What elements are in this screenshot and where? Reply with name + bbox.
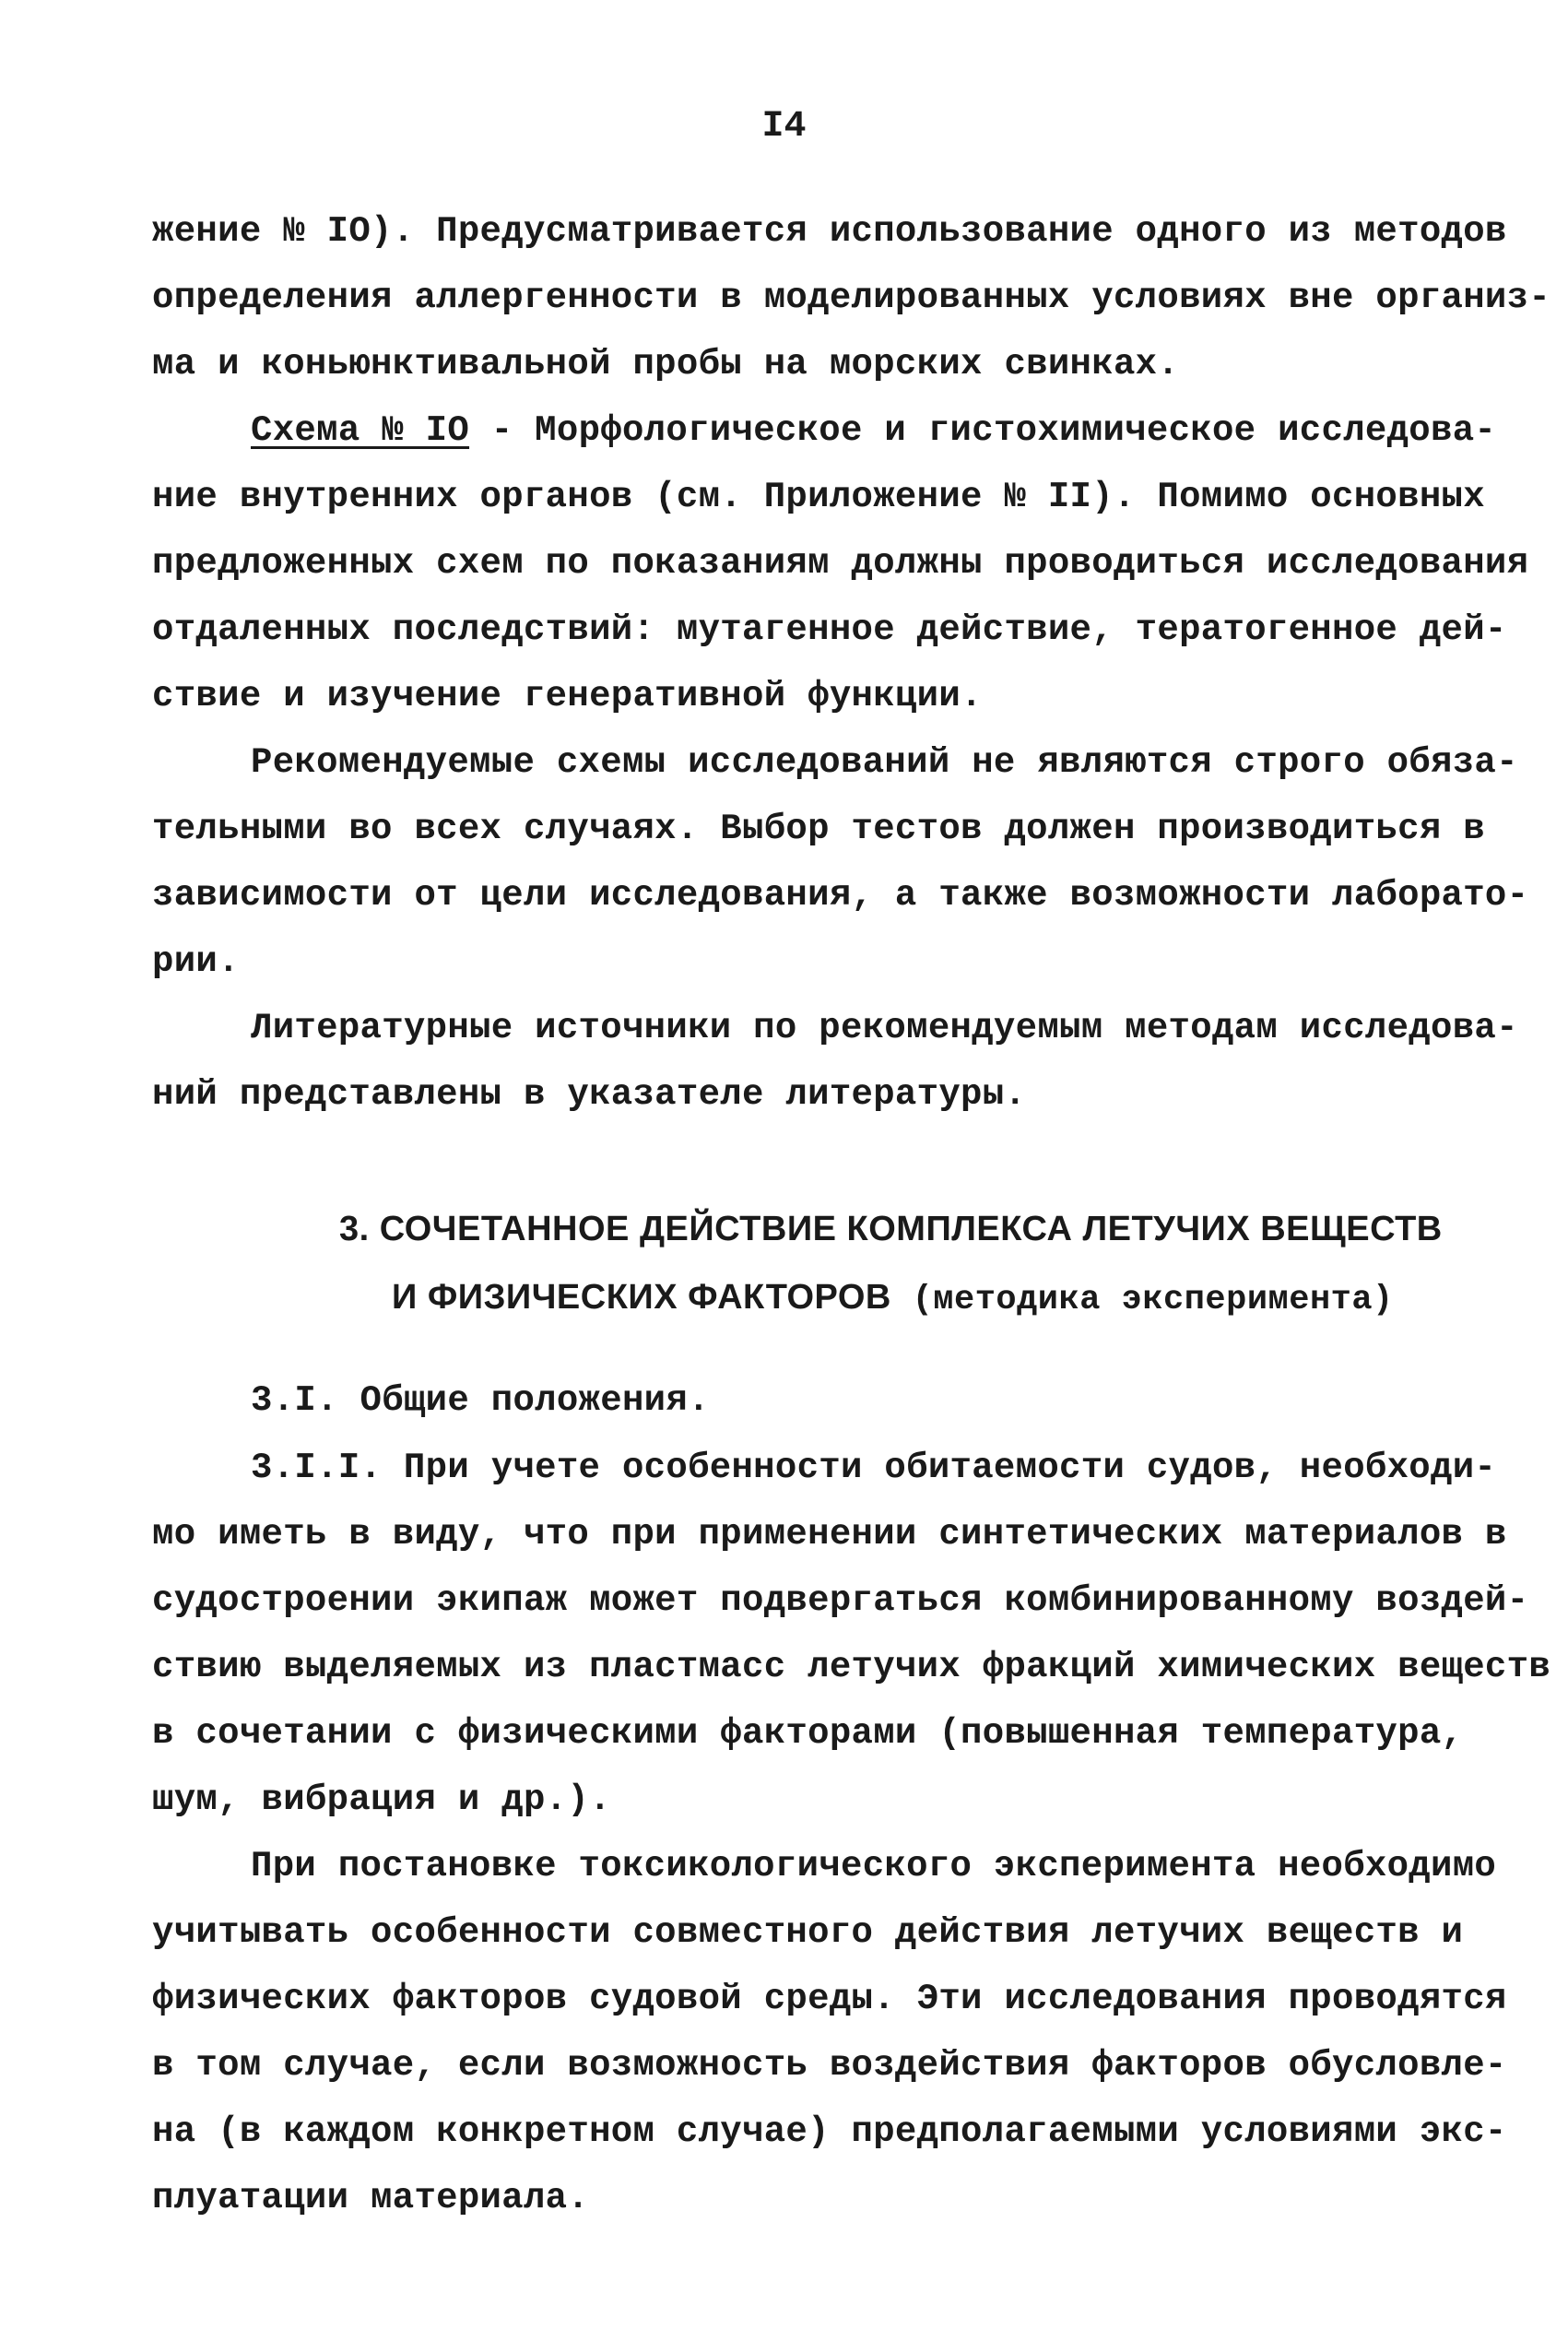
text-line: ствию выделяемых из пластмасс летучих фракций химических веществ: [152, 1647, 1551, 1687]
text-line: отдаленных последствий: мутагенное действие, тератогенное дей-: [152, 609, 1507, 650]
section-heading-line: 3. СОЧЕТАННОЕ ДЕЙСТВИЕ КОМПЛЕКСА ЛЕТУЧИХ ВЕЩЕСТВ: [339, 1210, 1443, 1248]
text-line: в сочетании с физическими факторами (повышенная температура,: [152, 1713, 1464, 1754]
text-line: в том случае, если возможность воздействия факторов обусловле-: [152, 2045, 1507, 2086]
section-heading-subtitle: (методика эксперимента): [890, 1281, 1394, 1319]
text-line: ма и коньюнктивальной пробы на морских свинках.: [152, 344, 1180, 384]
text-line: физических факторов судовой среды. Эти исследования проводятся: [152, 1979, 1507, 2019]
text-line: определения аллергенности в моделированных условиях вне организ-: [152, 278, 1551, 318]
text-line: 3.I.I. При учете особенности обитаемости судов, необходи-: [251, 1448, 1497, 1488]
text-line: зависимости от цели исследования, а также возможности лаборато-: [152, 875, 1529, 916]
text-line: Рекомендуемые схемы исследований не являются строго обяза-: [251, 742, 1518, 783]
text-line: судостроении экипаж может подвергаться комбинированному воздей-: [152, 1580, 1529, 1621]
text-line: ний представлены в указателе литературы.: [152, 1074, 1027, 1115]
text-line: на (в каждом конкретном случае) предполагаемыми условиями экс-: [152, 2111, 1507, 2152]
text-line: ние внутренних органов (см. Приложение № II). Помимо основных: [152, 477, 1485, 517]
section-heading-line: [392, 1280, 1394, 1318]
text-line: учитывать особенности совместного действия летучих веществ и: [152, 1912, 1464, 1953]
text-line: плуатации материала.: [152, 2178, 590, 2218]
scheme-description: - Морфологическое и гистохимическое исследова-: [469, 410, 1497, 451]
text-line: рии.: [152, 941, 240, 982]
text-line: [251, 410, 1497, 451]
text-line: жение № IO). Предусматривается использование одного из методов: [152, 211, 1507, 252]
scheme-label: Схема № IO: [251, 410, 470, 451]
text-line: Литературные источники по рекомендуемым методам исследова-: [251, 1008, 1518, 1048]
page-number: I4: [761, 106, 807, 148]
text-line: мо иметь в виду, что при применении синтетических материалов в: [152, 1514, 1507, 1555]
text-line: тельными во всех случаях. Выбор тестов должен производиться в: [152, 809, 1485, 849]
text-line: предложенных схем по показаниям должны проводиться исследования: [152, 543, 1529, 584]
text-line: ствие и изучение генеративной функции.: [152, 676, 983, 716]
section-heading-main: И ФИЗИЧЕСКИХ ФАКТОРОВ: [392, 1278, 891, 1317]
subsection-title: 3.I. Общие положения.: [251, 1380, 710, 1421]
text-line: При постановке токсикологического эксперимента необходимо: [251, 1846, 1497, 1886]
text-line: шум, вибрация и др.).: [152, 1779, 611, 1820]
